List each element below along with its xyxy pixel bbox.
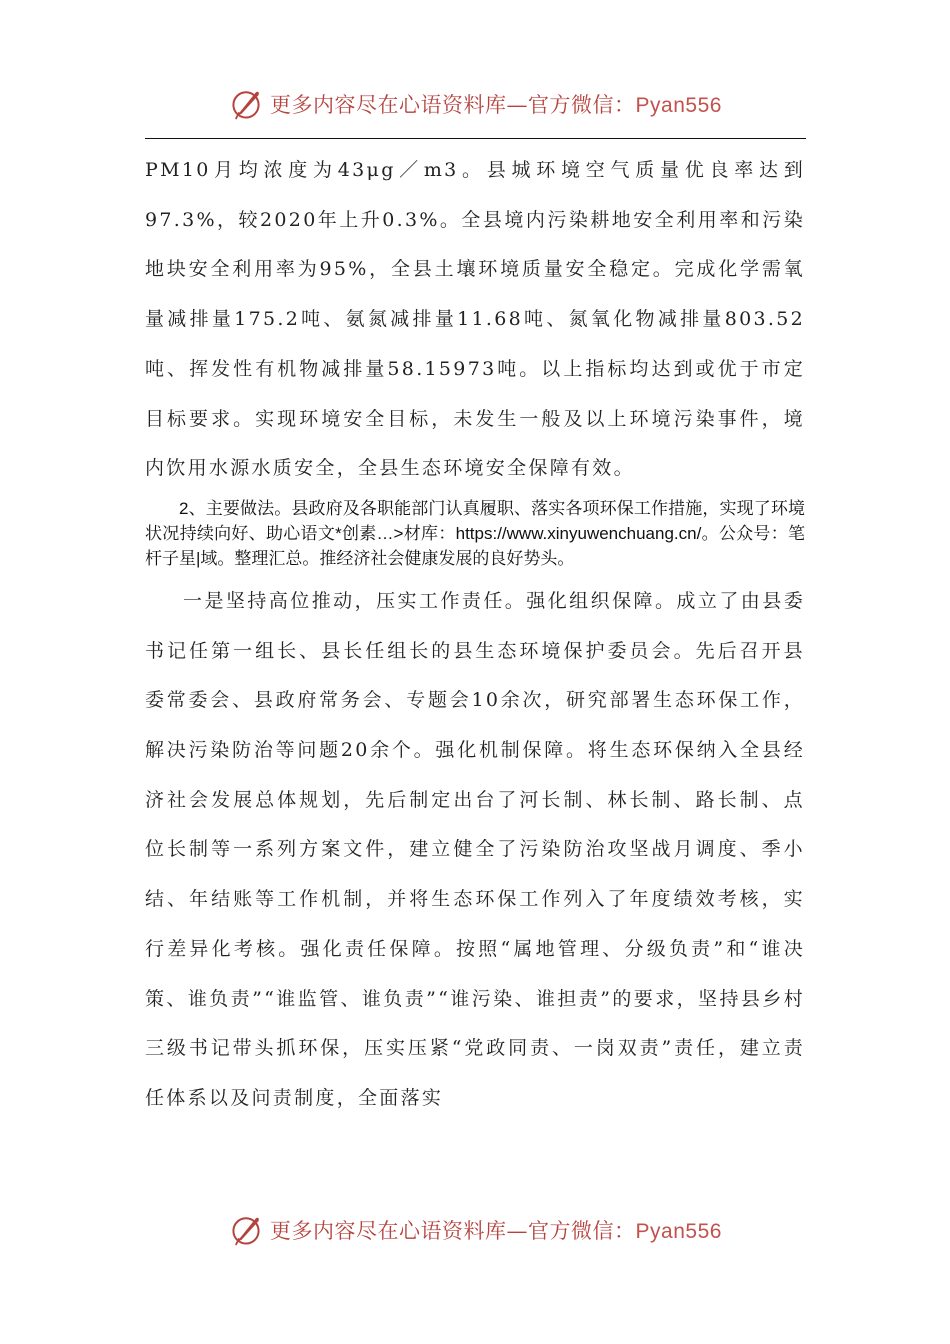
header-wechat-id: Pyan556 bbox=[635, 94, 722, 117]
quill-pen-logo-icon bbox=[228, 86, 264, 122]
quill-pen-logo-icon bbox=[228, 1212, 264, 1248]
paragraph-main-practices: 2、主要做法。县政府及各职能部门认真履职、落实各项环保工作措施，实现了环境状况持续向好、助心语文*创素…>材库：https://www.xinyuwenchuang.cn/。公众号：笔杆子星|域。整理汇总。推经济社会健康发展的良好势头。 bbox=[145, 498, 805, 568]
page-header-banner bbox=[145, 82, 805, 126]
header-banner-text bbox=[270, 89, 722, 119]
footer-wechat-id: Pyan556 bbox=[635, 1220, 722, 1243]
header-divider bbox=[145, 138, 806, 139]
paragraph-high-level-push: 一是坚持高位推动，压实工作责任。强化组织保障。成立了由县委书记任第一组长、县长任组长的县生态环境保护委员会。先后召开县委常委会、县政府常务会、专题会10余次，研究部署生态环保工作，解决污染防治等问题20余个。强化机制保障。将生态环保纳入全县经济社会发展总体规划，先后制定出台了河长制、林长制、路长制、点位长制等一系列方案文件，建立健全了污染防治攻坚战月调度、季小结、年结账等工作机制，并将生态环保工作列入了年度绩效考核，实行差异化考核。强化责任保障。按照“属地管理、分级负责”和“谁决策、谁负责”“谁监管、谁负责”“谁污染、谁担责”的要求，坚持县乡村三级书记带头抓环保，压实压紧“党政同责、一岗双责”责任，建立责任体系以及问责制度，全面落实 bbox=[145, 589, 805, 1109]
footer-banner-text bbox=[270, 1215, 722, 1245]
footer-banner-label: 更多内容尽在心语资料库—官方微信： bbox=[270, 1219, 636, 1243]
paragraph-air-quality: PM10月均浓度为43μg／m3。县城环境空气质量优良率达到97.3%，较2020年上升0.3%。全县境内污染耕地安全利用率和污染地块安全利用率为95%，全县土壤环境质量安全稳定。完成化学需氧量减排量175.2吨、氨氮减排量11.68吨、氮氧化物减排量803.52吨、挥发性有机物减排量58.15973吨。以上指标均达到或优于市定目标要求。实现环境安全目标，未发生一般及以上环境污染事件，境内饮用水源水质安全，全县生态环境安全保障有效。 bbox=[145, 159, 805, 480]
page-footer-banner bbox=[145, 1208, 805, 1252]
document-body bbox=[145, 146, 805, 1124]
header-banner-label: 更多内容尽在心语资料库—官方微信： bbox=[270, 93, 636, 117]
